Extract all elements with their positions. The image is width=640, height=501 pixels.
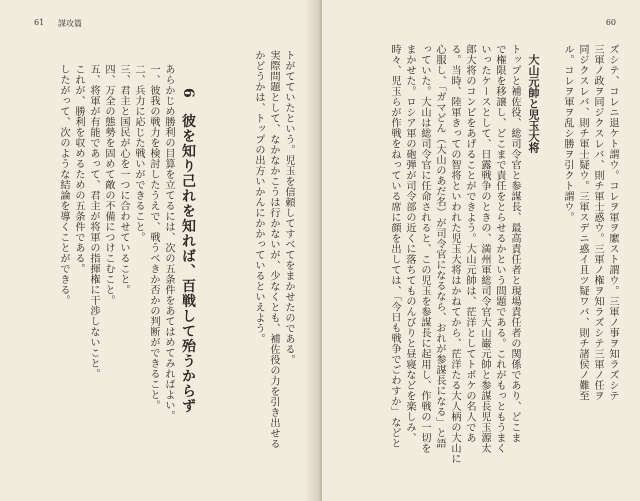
left-text-line: かどうかは、トップの出方いかんにかかっているといえよう。 (253, 50, 264, 344)
left-text-line: トがてていたという。児玉を信頼してすべてをまかせたのである。 (283, 50, 294, 365)
right-text-line: まかせた。ロシア軍の砲弾が司令部の近くに落ちてものんびりと昼寝などを楽しみ、 (404, 44, 415, 443)
left-text-line: したがって、次のような結論を導くことができる。 (58, 64, 69, 306)
right-text-line: 三軍ノ政ヲ同ジクスレバ、則チ軍士惑ウ。三軍ノ権ヲ知ラズシテ三軍ノ任ヲ (592, 44, 603, 401)
left-page-number: 61 (34, 18, 45, 27)
left-text-line: これが、勝利を収めるための五条件である。 (73, 64, 84, 274)
left-text-line: 三、君主と国民が心を一つに合わせていること。 (118, 64, 129, 295)
left-text-line: 実際問題として、なかなかこうは行かないが、少なくとも、補佐役の力を引き出せる (268, 50, 279, 449)
right-text-line: いったケースとして、日露戦争のときの、満州軍総司令官大山巌元帥と参謀長児玉源太 (479, 44, 490, 454)
right-text-line: 同ジクスレバ、則チ軍士疑ウ。三軍スデニ惑イ且ツ疑ワバ、則チ諸侯ノ難至 (577, 44, 588, 401)
subsection-heading: 大山元帥と児玉大将 (527, 54, 540, 153)
right-text-line: 時々、児玉らが作戦をねっている席に顔を出しては、「今日も戦争でごわすか」などと (389, 44, 400, 449)
left-running-head: 謀攻篇 (58, 19, 82, 28)
right-text-line: 心服し、「ガマどん（大山のあだ名）が司令官になるなら、おれが参謀長になる」と語 (434, 44, 445, 449)
right-text-line: っていた。大山は総司令官に任命されると、この児玉を参謀長に起用し、作戦の一切を (419, 44, 430, 454)
right-text-line: 郎大将のコンビをあげることができよう。大山元帥は、茫洋としてトボケの名人であ (464, 44, 475, 443)
left-text-line: 五、将軍が有能であって、君主が将軍の指揮権に干渉しないこと。 (88, 64, 99, 379)
section-heading: 6 彼を知り己れを知れば、百戦して殆うからず (180, 88, 196, 414)
right-text-line: トップと補佐役、総司令官と参謀長、最高責任者と現場責任者の関係であり、どこま (509, 44, 520, 443)
left-text-line: 一、彼我の戦力を検討したうえで、戦うべきか否かの判断ができること。 (148, 64, 159, 411)
right-text-line: ズシテ、コレニ退ケト謂ウ。コレヲ軍ヲ縻スト謂ウ。三軍ノ事ヲ知ラズシテ (607, 44, 618, 401)
left-text-line: あらかじめ勝利の目算を立てるには、次の五条件をあてはめてみればよい。 (163, 64, 174, 421)
right-page (322, 0, 640, 501)
right-text-line: ル。コレヲ軍ヲ乱シ勝ヲ引クト謂ウ。 (562, 44, 573, 223)
right-page-number: 60 (605, 18, 616, 27)
left-page (0, 0, 318, 501)
left-text-line: 四、万全の態勢を固めて敵の不備につけこむこと。 (103, 64, 114, 306)
left-text-line: 二、兵力に応じた戦いができること。 (133, 64, 144, 243)
right-text-line: る。当時、陸軍きっての智将といわれた児玉大将はかねてから、茫洋たる大人柄の大山に (449, 44, 460, 464)
right-text-line: で権限を移譲し、どこまで責任をとらせるかという問題である。これがもっともうまく (494, 44, 505, 454)
